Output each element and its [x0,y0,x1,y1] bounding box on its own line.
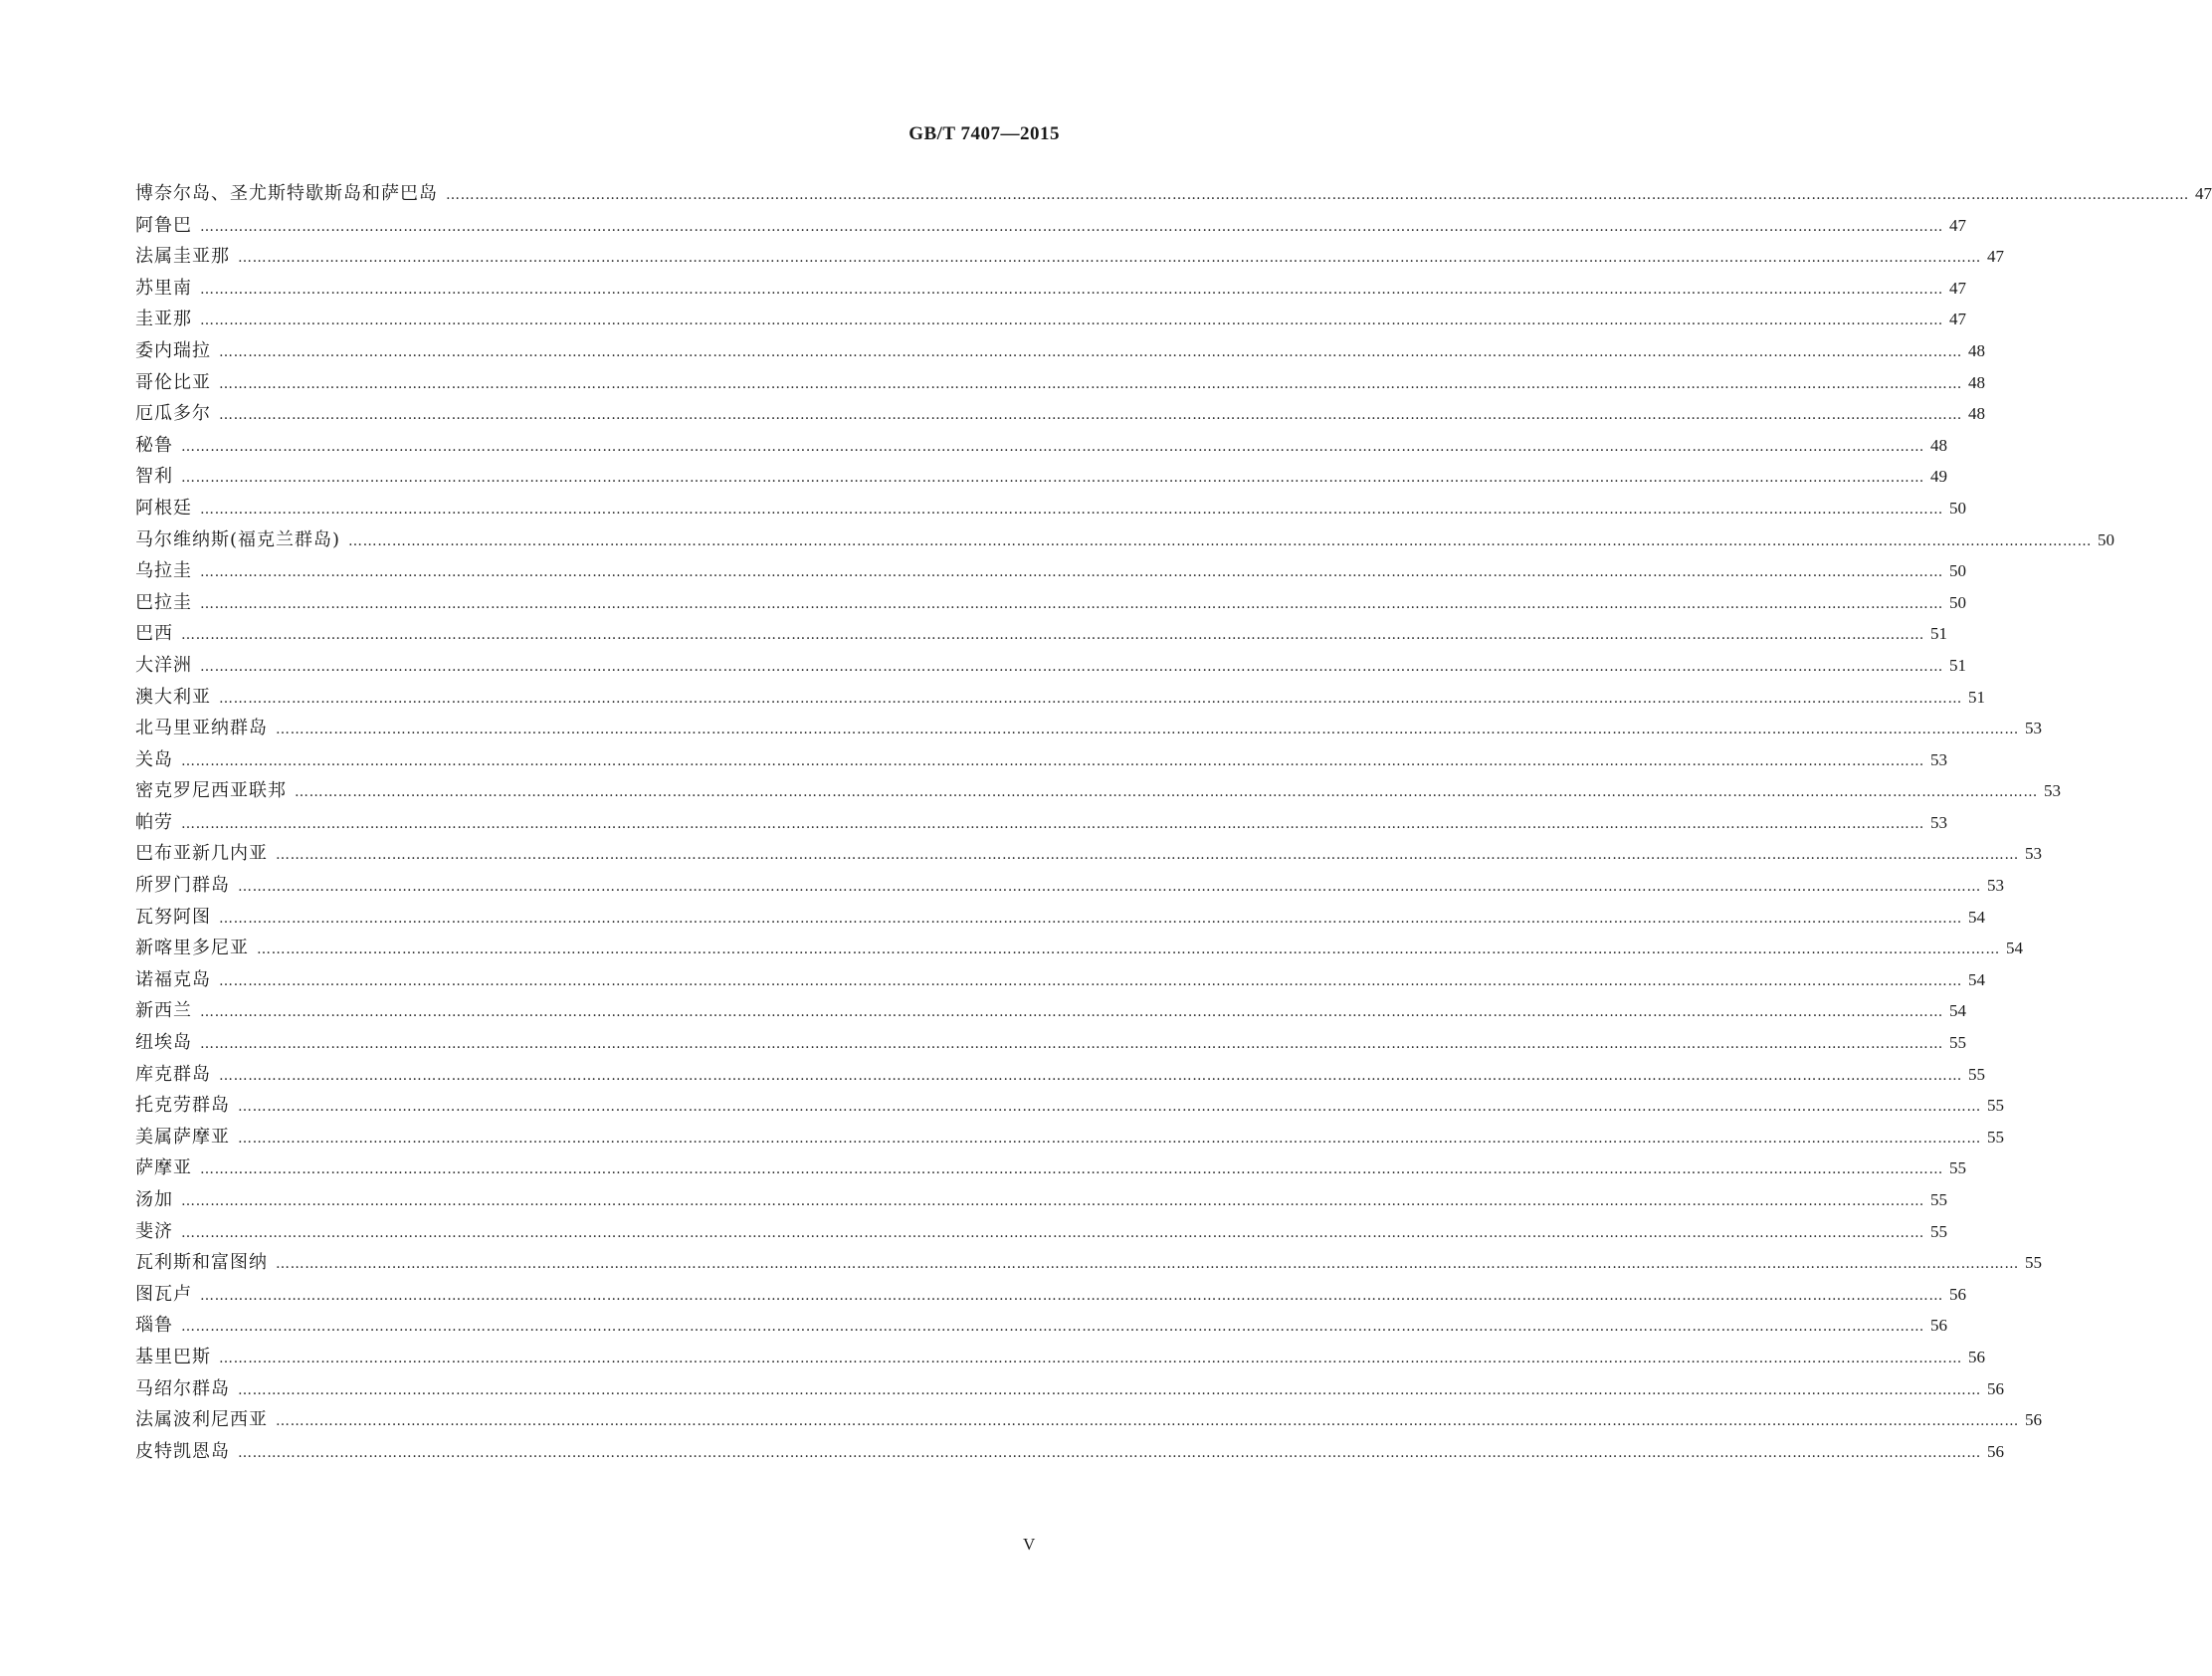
dot-leader: ……………………………………………………………………………………………………………………………………………………………………………………………………………………………………………………………………………………………………………………………… [276,847,2019,864]
dot-leader: ……………………………………………………………………………………………………………………………………………………………………………………………………………………………………………………………………………………………………………………………… [295,784,2038,801]
dot-leader: ……………………………………………………………………………………………………………………………………………………………………………………………………………………………………………………………………………………………………………………………… [219,1350,1962,1366]
toc-entry-title: 厄瓜多尔 [135,403,211,425]
toc-entry-page: 50 [1949,498,1966,518]
toc-entry-page: 56 [1949,1284,1966,1304]
toc-entry-title: 库克群岛 [135,1063,211,1085]
toc-entry-page: 51 [1968,687,1985,707]
toc-entry-page: 54 [1949,1001,1966,1021]
dot-leader: ……………………………………………………………………………………………………………………………………………………………………………………………………………………………………………………………………………………………………………………………… [181,1319,1924,1336]
toc-entry-page: 48 [1930,435,1947,455]
toc-entry-page: 50 [1949,592,1966,612]
toc-entry-title: 图瓦卢 [135,1283,192,1305]
toc-entry-title: 基里巴斯 [135,1346,211,1367]
toc-entry[interactable] [135,367,1985,399]
dot-leader: ……………………………………………………………………………………………………………………………………………………………………………………………………………………………………………………………………………………………………………………………… [181,1193,1924,1209]
dot-leader: ……………………………………………………………………………………………………………………………………………………………………………………………………………………………………………………………………………………………………………………………… [238,1130,1981,1147]
toc-entry[interactable] [135,618,1947,650]
toc-entry-page: 54 [1968,969,1985,989]
document-code: GB/T 7407—2015 [908,123,1060,144]
dot-leader: ……………………………………………………………………………………………………………………………………………………………………………………………………………………………………………………………………………………………………………………………… [200,501,1943,518]
toc-entry-title: 美属萨摩亚 [135,1126,230,1148]
toc-entry-title: 新喀里多尼亚 [135,938,249,959]
dot-leader: ……………………………………………………………………………………………………………………………………………………………………………………………………………………………………………………………………………………………………………………………… [219,375,1962,392]
toc-entry-page: 50 [2098,529,2115,549]
toc-entry[interactable] [135,178,2212,210]
dot-leader: ……………………………………………………………………………………………………………………………………………………………………………………………………………………………………………………………………………………………………………………………… [276,722,2019,738]
toc-entry[interactable] [135,524,2115,556]
toc-entry[interactable] [135,430,1947,462]
toc-entry-page: 56 [1987,1378,2004,1398]
toc-entry-page: 49 [1930,467,1947,487]
toc-entry-title: 巴拉圭 [135,591,192,613]
toc-entry[interactable] [135,838,2042,870]
toc-entry-title: 马绍尔群岛 [135,1377,230,1399]
toc-entry-page: 55 [1968,1064,1985,1084]
toc-entry-page: 54 [1968,907,1985,927]
toc-entry-title: 巴布亚新几内亚 [135,843,268,865]
dot-leader: ……………………………………………………………………………………………………………………………………………………………………………………………………………………………………………………………………………………………………………………………… [257,942,2000,958]
dot-leader: ……………………………………………………………………………………………………………………………………………………………………………………………………………………………………………………………………………………………………………………………… [181,470,1924,487]
toc-entry-page: 48 [1968,340,1985,360]
toc-entry-title: 秘鲁 [135,434,173,456]
toc-entry-page: 47 [2195,184,2212,203]
toc-entry-page: 47 [1987,247,2004,267]
toc-entry-title: 纽埃岛 [135,1032,192,1054]
dot-leader: ……………………………………………………………………………………………………………………………………………………………………………………………………………………………………………………………………………………………………………………………… [238,1099,1981,1116]
toc-entry-page: 53 [1987,876,2004,896]
toc-entry[interactable] [135,933,2023,964]
toc-entry[interactable] [135,461,1947,493]
toc-entry[interactable] [135,1310,1947,1342]
dot-leader: ……………………………………………………………………………………………………………………………………………………………………………………………………………………………………………………………………………………………………………………………… [200,595,1943,612]
dot-leader: ……………………………………………………………………………………………………………………………………………………………………………………………………………………………………………………………………………………………………………………………… [181,815,1924,832]
toc-entry-page: 48 [1968,372,1985,392]
toc-entry-title: 阿鲁巴 [135,214,192,236]
dot-leader: ……………………………………………………………………………………………………………………………………………………………………………………………………………………………………………………………………………………………………………………………… [200,1036,1943,1053]
toc-entry[interactable] [135,713,2042,744]
toc-entry-title: 瓦努阿图 [135,906,211,928]
dot-leader: ……………………………………………………………………………………………………………………………………………………………………………………………………………………………………………………………………………………………………………………………… [181,1224,1924,1241]
toc-entry-title: 阿根廷 [135,497,192,519]
toc-entry-title: 委内瑞拉 [135,339,211,361]
toc-entry-page: 56 [1930,1316,1947,1336]
dot-leader: ……………………………………………………………………………………………………………………………………………………………………………………………………………………………………………………………………………………………………………………………… [238,1444,1981,1461]
toc-entry-title: 圭亚那 [135,309,192,330]
toc-entry-title: 苏里南 [135,277,192,299]
dot-leader: ……………………………………………………………………………………………………………………………………………………………………………………………………………………………………………………………………………………………………………………………… [219,910,1962,927]
dot-leader: ……………………………………………………………………………………………………………………………………………………………………………………………………………………………………………………………………………………………………………………………… [200,1004,1943,1021]
dot-leader: ……………………………………………………………………………………………………………………………………………………………………………………………………………………………………………………………………………………………………………………………… [238,1381,1981,1398]
toc-entry[interactable] [135,744,1947,776]
toc-entry[interactable] [135,398,1985,430]
toc-entry[interactable] [135,1216,1947,1248]
dot-leader: ……………………………………………………………………………………………………………………………………………………………………………………………………………………………………………………………………………………………………………………………… [181,627,1924,644]
toc-entry[interactable] [135,1059,1985,1091]
toc-entry-title: 萨摩亚 [135,1157,192,1179]
dot-leader: ……………………………………………………………………………………………………………………………………………………………………………………………………………………………………………………………………………………………………………………………… [219,1067,1962,1084]
toc-entry-title: 关岛 [135,748,173,770]
toc-entry-title: 瓦利斯和富图纳 [135,1252,268,1274]
toc-entry[interactable] [135,964,1985,996]
toc-entry-title: 法属波利尼西亚 [135,1409,268,1431]
page-number: V [1023,1535,1036,1554]
toc-entry-title: 大洋洲 [135,654,192,676]
dot-leader: ……………………………………………………………………………………………………………………………………………………………………………………………………………………………………………………………………………………………………………………………… [200,1161,1943,1178]
dot-leader: ……………………………………………………………………………………………………………………………………………………………………………………………………………………………………………………………………………………………………………………………… [219,343,1962,360]
table-of-contents [135,178,2212,1467]
dot-leader: ……………………………………………………………………………………………………………………………………………………………………………………………………………………………………………………………………………………………………………………………… [200,281,1943,298]
dot-leader: ……………………………………………………………………………………………………………………………………………………………………………………………………………………………………………………………………………………………………………………………… [181,438,1924,455]
toc-entry-page: 55 [1987,1127,2004,1147]
toc-entry-page: 55 [1930,1190,1947,1209]
toc-entry-page: 51 [1930,624,1947,644]
toc-entry[interactable] [135,1122,2004,1153]
toc-entry-title: 哥伦比亚 [135,371,211,393]
toc-entry-page: 47 [1949,310,1966,329]
toc-entry-title: 汤加 [135,1189,173,1210]
toc-entry-page: 53 [1930,749,1947,769]
toc-entry-title: 瑙鲁 [135,1315,173,1337]
toc-entry-page: 53 [2025,719,2042,738]
dot-leader: ……………………………………………………………………………………………………………………………………………………………………………………………………………………………………………………………………………………………………………………………… [181,752,1924,769]
toc-entry[interactable] [135,555,1966,587]
toc-entry[interactable] [135,995,1966,1027]
toc-entry-title: 北马里亚纳群岛 [135,718,268,739]
toc-entry[interactable] [135,1342,1985,1373]
toc-entry[interactable] [135,650,1966,682]
toc-entry-title: 所罗门群岛 [135,875,230,897]
toc-entry[interactable] [135,870,2004,902]
dot-leader: ……………………………………………………………………………………………………………………………………………………………………………………………………………………………………………………………………………………………………………………………… [219,690,1962,707]
dot-leader: ……………………………………………………………………………………………………………………………………………………………………………………………………………………………………………………………………………………………………………………………… [200,218,1943,235]
toc-entry[interactable] [135,902,1985,934]
toc-entry-page: 55 [2025,1253,2042,1273]
toc-entry-page: 51 [1949,655,1966,675]
toc-entry-page: 55 [1949,1033,1966,1053]
toc-entry-title: 巴西 [135,623,173,645]
toc-entry-page: 53 [2044,781,2061,801]
toc-entry-page: 47 [1949,215,1966,235]
toc-entry-title: 博奈尔岛、圣尤斯特歇斯岛和萨巴岛 [135,183,438,204]
toc-entry[interactable] [135,1027,1966,1059]
toc-entry-title: 托克劳群岛 [135,1095,230,1117]
toc-entry-page: 55 [1949,1158,1966,1178]
toc-entry-page: 56 [1968,1347,1985,1366]
toc-entry[interactable] [135,241,2004,273]
toc-entry[interactable] [135,1152,1966,1184]
toc-entry-title: 马尔维纳斯(福克兰群岛) [135,528,341,550]
toc-entry-page: 53 [1930,812,1947,832]
toc-entry[interactable] [135,1090,2004,1122]
dot-leader: ……………………………………………………………………………………………………………………………………………………………………………………………………………………………………………………………………………………………………………………………… [219,972,1962,989]
toc-entry-page: 54 [2006,939,2023,958]
toc-entry-title: 澳大利亚 [135,686,211,708]
toc-entry[interactable] [135,1436,2004,1468]
dot-leader: ……………………………………………………………………………………………………………………………………………………………………………………………………………………………………………………………………………………………………………………………… [200,658,1943,675]
dot-leader: ……………………………………………………………………………………………………………………………………………………………………………………………………………………………………………………………………………………………………………………………… [238,250,1981,267]
toc-entry-title: 法属圭亚那 [135,246,230,268]
toc-entry[interactable] [135,1279,1966,1311]
toc-entry[interactable] [135,682,1985,714]
toc-entry[interactable] [135,587,1966,619]
toc-entry[interactable] [135,210,1966,242]
toc-entry-title: 新西兰 [135,1000,192,1022]
toc-entry-title: 斐济 [135,1220,173,1242]
dot-leader: ……………………………………………………………………………………………………………………………………………………………………………………………………………………………………………………………………………………………………………………………… [200,564,1943,581]
toc-entry-title: 帕劳 [135,811,173,833]
dot-leader: ……………………………………………………………………………………………………………………………………………………………………………………………………………………………………………………………………………………………………………………………… [446,187,2189,203]
dot-leader: ……………………………………………………………………………………………………………………………………………………………………………………………………………………………………………………………………………………………………………………………… [200,313,1943,329]
toc-entry[interactable] [135,493,1966,524]
toc-entry-page: 56 [2025,1410,2042,1430]
dot-leader: ……………………………………………………………………………………………………………………………………………………………………………………………………………………………………………………………………………………………………………………………… [276,1256,2019,1273]
toc-entry-page: 55 [1987,1096,2004,1116]
dot-leader: ……………………………………………………………………………………………………………………………………………………………………………………………………………………………………………………………………………………………………………………………… [219,407,1962,424]
dot-leader: ……………………………………………………………………………………………………………………………………………………………………………………………………………………………………………………………………………………………………………………………… [276,1413,2019,1430]
toc-entry-page: 55 [1930,1221,1947,1241]
toc-entry-title: 乌拉圭 [135,560,192,582]
toc-entry[interactable] [135,304,1966,335]
toc-entry[interactable] [135,807,1947,839]
toc-entry[interactable] [135,775,2061,807]
toc-entry[interactable] [135,1184,1947,1216]
toc-entry-page: 48 [1968,404,1985,424]
toc-entry-page: 50 [1949,561,1966,581]
toc-entry[interactable] [135,1247,2042,1279]
toc-entry[interactable] [135,335,1985,367]
dot-leader: ……………………………………………………………………………………………………………………………………………………………………………………………………………………………………………………………………………………………………………………………… [238,879,1981,896]
toc-entry[interactable] [135,1404,2042,1436]
toc-entry-title: 密克罗尼西亚联邦 [135,780,287,802]
toc-entry-page: 53 [2025,844,2042,864]
toc-entry-page: 47 [1949,278,1966,298]
dot-leader: ……………………………………………………………………………………………………………………………………………………………………………………………………………………………………………………………………………………………………………………………… [200,1287,1943,1304]
dot-leader: ……………………………………………………………………………………………………………………………………………………………………………………………………………………………………………………………………………………………………………………………… [348,532,2093,549]
toc-entry-title: 智利 [135,466,173,488]
toc-entry[interactable] [135,1373,2004,1405]
toc-entry-title: 皮特凯恩岛 [135,1440,230,1462]
toc-entry-page: 56 [1987,1441,2004,1461]
toc-entry[interactable] [135,273,1966,305]
toc-entry-title: 诺福克岛 [135,968,211,990]
